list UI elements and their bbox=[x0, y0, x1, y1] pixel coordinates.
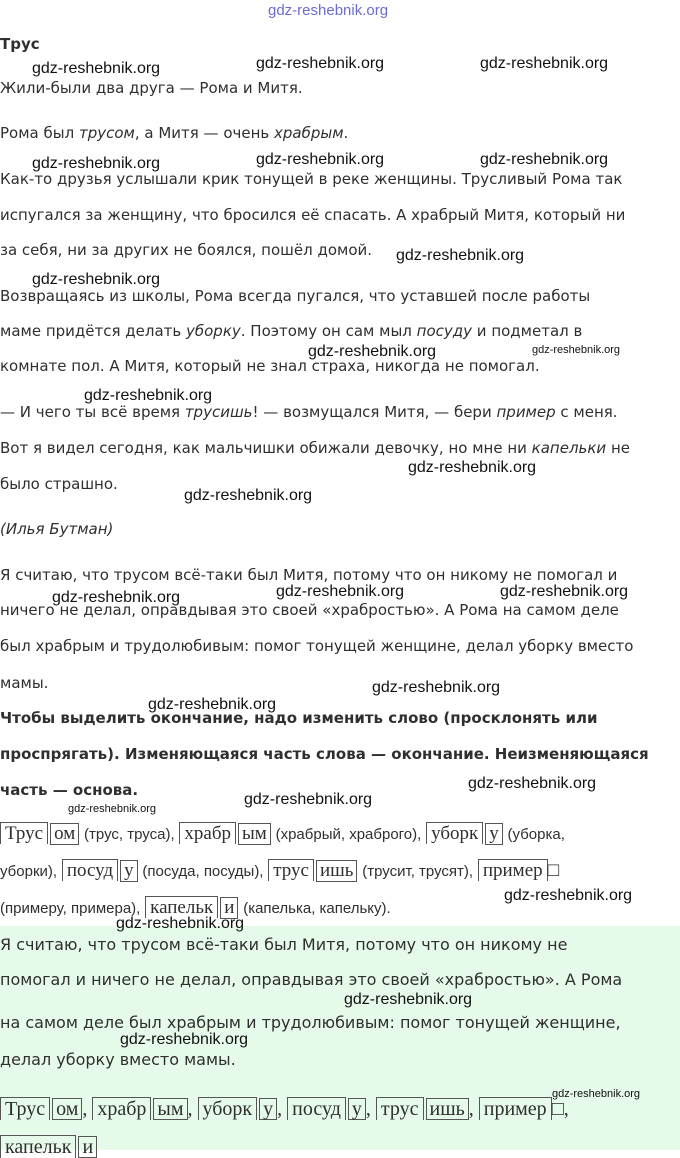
answer-line: мамы. bbox=[0, 674, 49, 692]
watermark: gdz-reshebnik.org bbox=[256, 151, 385, 168]
rule-line: часть — основа. bbox=[0, 781, 139, 799]
watermark: gdz-reshebnik.org bbox=[480, 151, 609, 168]
story-line: за себя, ни за других не боялся, пошёл домой. bbox=[0, 241, 373, 259]
watermark: gdz-reshebnik.org bbox=[244, 791, 373, 808]
story-line: Возвращаясь из школы, Рома всегда пугался, что уставшей после работы bbox=[0, 287, 591, 305]
story-line: Вот я видел сегодня, как мальчишки обижали девочку, но мне ни капельки не bbox=[0, 439, 630, 457]
story-author: (Илья Бутман) bbox=[0, 520, 114, 538]
watermark: gdz-reshebnik.org bbox=[532, 344, 621, 356]
green-line: на самом деле был храбрым и трудолюбивым: помог тонущей женщине, bbox=[0, 1013, 621, 1032]
green-line: помогал и ничего не делал, оправдывая это своей «храбростью». А Рома bbox=[0, 970, 623, 989]
watermark: gdz-reshebnik.org bbox=[148, 696, 277, 713]
morph-line: Трус ом (трус, труса), храбр ым (храбрый, храброго), уборк у (уборка, bbox=[0, 823, 565, 845]
watermark: gdz-reshebnik.org bbox=[52, 589, 181, 606]
watermark: gdz-reshebnik.org bbox=[468, 775, 597, 792]
watermark: gdz-reshebnik.org bbox=[32, 155, 161, 172]
watermark: gdz-reshebnik.org bbox=[344, 991, 473, 1008]
green-morph-line: капельк и bbox=[0, 1136, 97, 1158]
watermark: gdz-reshebnik.org bbox=[268, 2, 389, 19]
watermark: gdz-reshebnik.org bbox=[552, 1088, 641, 1100]
watermark: gdz-reshebnik.org bbox=[32, 60, 161, 77]
watermark: gdz-reshebnik.org bbox=[396, 247, 525, 264]
watermark: gdz-reshebnik.org bbox=[84, 387, 213, 404]
watermark: gdz-reshebnik.org bbox=[116, 915, 245, 932]
story-line: Как-то друзья услышали крик тонущей в реке женщины. Трусливый Рома так bbox=[0, 170, 623, 188]
answer-line: Я считаю, что трусом всё-таки был Митя, потому что он никому не помогал и bbox=[0, 566, 618, 584]
watermark: gdz-reshebnik.org bbox=[504, 887, 633, 904]
story-line: маме придётся делать уборку. Поэтому он сам мыл посуду и подметал в bbox=[0, 322, 583, 340]
watermark: gdz-reshebnik.org bbox=[308, 343, 437, 360]
story-line: комнате пол. А Митя, который не знал страха, никогда не помогал. bbox=[0, 357, 540, 375]
answer-line: был храбрым и трудолюбивым: помог тонущей женщине, делал уборку вместо bbox=[0, 637, 634, 655]
watermark: gdz-reshebnik.org bbox=[68, 803, 157, 815]
answer-line: ничего не делал, оправдывая это своей «храбростью». А Рома на самом деле bbox=[0, 601, 619, 619]
morph-line: (примеру, примера), капельк и (капелька, капельку). bbox=[0, 897, 391, 918]
rule-line: проспрягать). Изменяющаяся часть слова — окончание. Неизменяющаяся bbox=[0, 745, 649, 763]
story-line: было страшно. bbox=[0, 475, 118, 493]
watermark: gdz-reshebnik.org bbox=[372, 679, 501, 696]
story-line: Рома был трусом, а Митя — очень храбрым. bbox=[0, 124, 349, 142]
green-line: Я считаю, что трусом всё-таки был Митя, потому что он никому не bbox=[0, 935, 568, 954]
watermark: gdz-reshebnik.org bbox=[32, 271, 161, 288]
story-line: испугался за женщину, что бросился её спасать. А храбрый Митя, который ни bbox=[0, 206, 626, 224]
watermark: gdz-reshebnik.org bbox=[480, 55, 609, 72]
story-line: Жили-были два друга — Рома и Митя. bbox=[0, 79, 303, 97]
green-morph-line: Трус ом , храбр ым , уборк у , посуд у , трус ишь , пример □, bbox=[0, 1098, 569, 1120]
green-line: делал уборку вместо мамы. bbox=[0, 1050, 236, 1069]
watermark: gdz-reshebnik.org bbox=[120, 1031, 249, 1048]
story-line: — И чего ты всё время трусишь! — возмущался Митя, — бери пример с меня. bbox=[0, 403, 618, 421]
story-title: Трус bbox=[0, 35, 40, 53]
watermark: gdz-reshebnik.org bbox=[184, 487, 313, 504]
rule-line: Чтобы выделить окончание, надо изменить слово (просклонять или bbox=[0, 709, 598, 727]
watermark: gdz-reshebnik.org bbox=[256, 55, 385, 72]
watermark: gdz-reshebnik.org bbox=[408, 459, 537, 476]
watermark: gdz-reshebnik.org bbox=[500, 583, 629, 600]
watermark: gdz-reshebnik.org bbox=[276, 583, 405, 600]
morph-line: уборки), посуд у (посуда, посуды), трус ишь (трусит, трусят), пример □ bbox=[0, 860, 560, 881]
